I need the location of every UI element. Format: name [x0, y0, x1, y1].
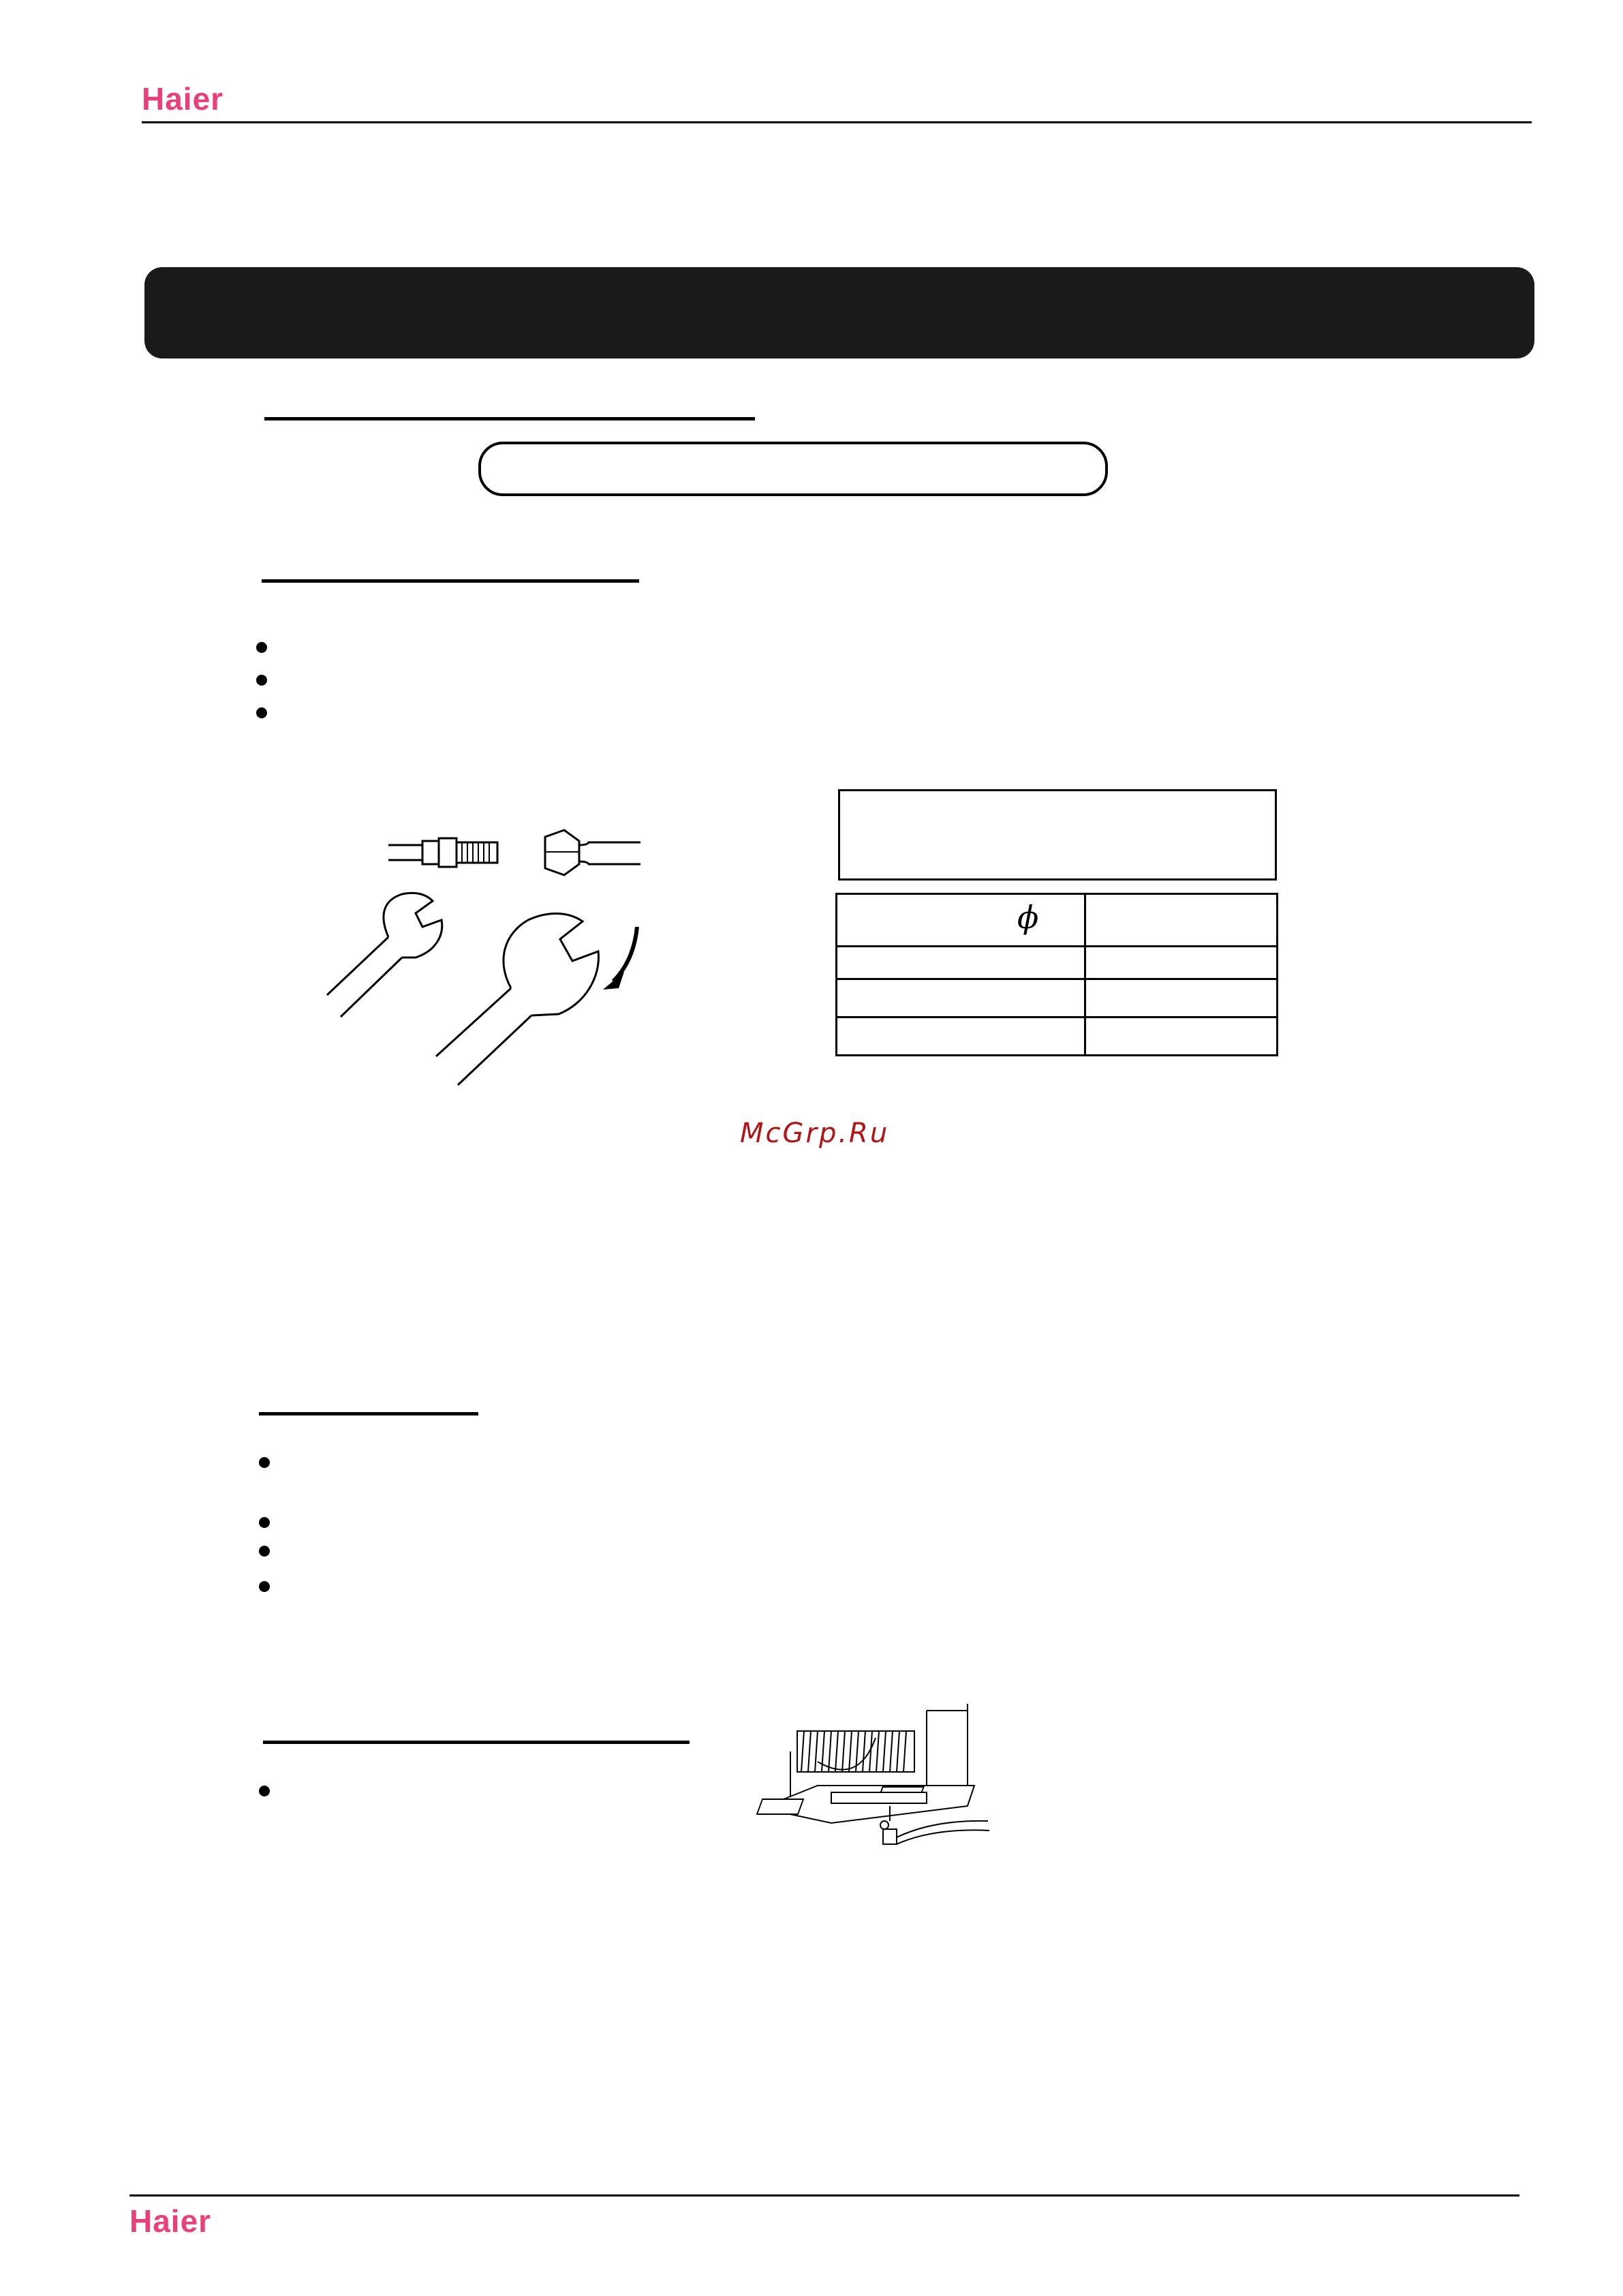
- heading-underline-3: [259, 1412, 478, 1415]
- heading-underline-1: [264, 417, 755, 420]
- header-rule: [142, 121, 1532, 123]
- bullet-7: [259, 1581, 270, 1592]
- wrench-flare-nut-illustration: [313, 818, 668, 1104]
- table-row-divider-1: [837, 945, 1276, 947]
- bullet-1: [256, 642, 267, 653]
- watermark: McGrp.Ru: [740, 1118, 890, 1149]
- bullet-4: [259, 1457, 270, 1468]
- table-row-divider-2: [837, 978, 1276, 980]
- table-row-divider-3: [837, 1016, 1276, 1018]
- header-logo: Haier: [142, 81, 224, 117]
- bullet-5: [259, 1517, 270, 1528]
- torque-table: [835, 893, 1278, 1056]
- heading-underline-2: [262, 579, 639, 583]
- note-pill: [478, 442, 1108, 496]
- phi-symbol: ϕ: [1017, 899, 1039, 936]
- heading-underline-4: [263, 1741, 690, 1744]
- bullet-3: [256, 707, 267, 718]
- bullet-2: [256, 675, 267, 686]
- footer-rule: [129, 2194, 1519, 2196]
- bullet-6: [259, 1546, 270, 1557]
- section-title-bar: [144, 267, 1534, 358]
- footer-logo: Haier: [129, 2203, 212, 2239]
- torque-caption-box: [838, 789, 1277, 881]
- table-col-divider: [1084, 895, 1086, 1054]
- drain-hose-illustration: [770, 1704, 1008, 1861]
- bullet-8: [259, 1786, 270, 1796]
